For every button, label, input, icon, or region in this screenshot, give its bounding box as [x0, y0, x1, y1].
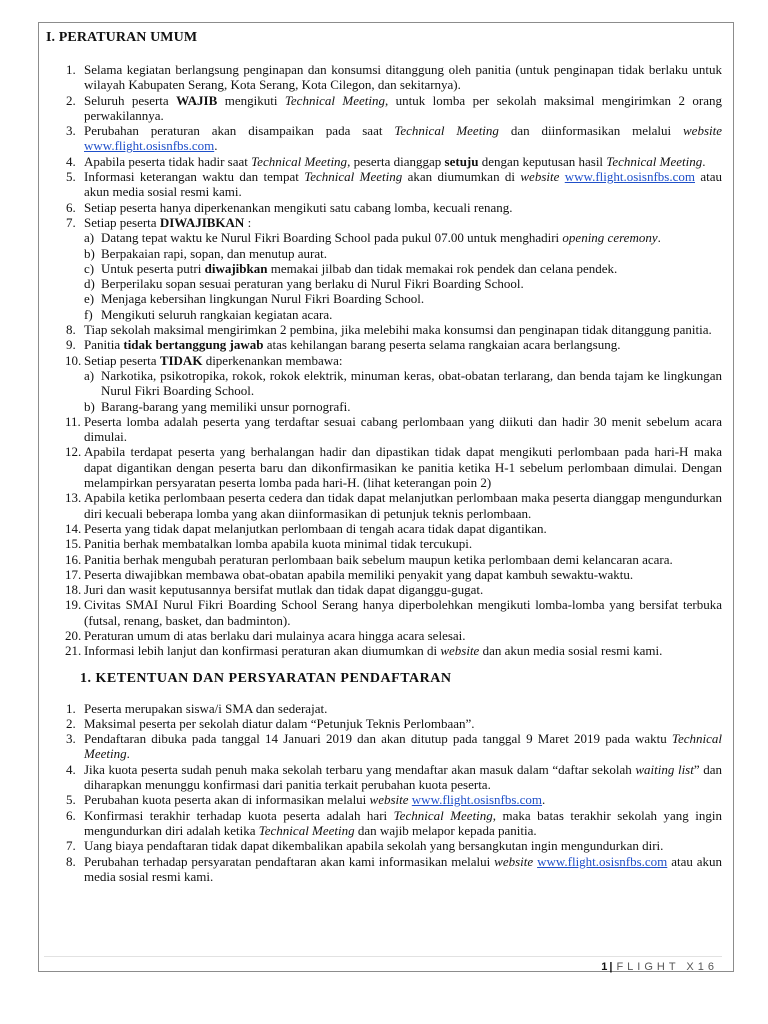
text-run: Informasi keterangan waktu dan tempat	[84, 169, 305, 185]
footer-brand: FLIGHT X16	[616, 961, 718, 973]
section-title-ketentuan-pendaftaran: 1. KETENTUAN DAN PERSYARATAN PENDAFTARAN	[80, 670, 452, 686]
item-body	[84, 322, 712, 337]
sub-item-body	[101, 261, 617, 276]
item-body	[84, 808, 722, 838]
item-number: 4.	[66, 153, 76, 169]
list-item	[46, 792, 722, 807]
item-body	[84, 628, 466, 643]
footer-separator: |	[609, 961, 613, 973]
sub-list-item	[84, 276, 722, 291]
item-body	[84, 643, 662, 658]
text-run: dengan keputusan hasil	[478, 153, 607, 169]
document-content	[46, 30, 722, 884]
item-text: Peserta yang tidak dapat melanjutkan perlombaan di tengah acara tidak dapat digantikan.	[84, 520, 547, 536]
item-text: Peserta merupakan siswa/i SMA dan sederajat.	[84, 700, 328, 716]
item-number: 4.	[66, 761, 76, 777]
list-item	[46, 123, 722, 154]
sub-item-letter: d)	[84, 276, 95, 292]
text-run: :	[244, 214, 252, 230]
item-body	[84, 716, 475, 731]
item-text: Peserta diwajibkan membawa obat-obatan apabila memiliki penyakit yang dapat kambuh sewaktu-waktu.	[84, 566, 634, 582]
sub-list-item	[84, 368, 722, 399]
item-number: 14.	[65, 520, 82, 536]
item-body	[84, 490, 722, 520]
italic-text: opening ceremony	[562, 230, 658, 246]
list-item	[46, 62, 722, 93]
page-footer	[44, 956, 722, 985]
item-number: 15.	[65, 536, 82, 552]
item-body	[84, 552, 673, 567]
sub-list-item	[84, 291, 722, 306]
list-item	[46, 536, 722, 551]
item-number: 6.	[66, 199, 76, 215]
item-text: Civitas SMAI Nurul Fikri Boarding School Serang hanya diperbolehkan mengikuti lomba-lomba yang bersifat terbuka (futsal, renang, basket, dan badminton).	[84, 597, 722, 628]
sub-item-letter: e)	[84, 291, 95, 307]
item-text: Panitia berhak membatalkan lomba apabila kuota minimal tidak tercukupi.	[84, 536, 473, 552]
italic-text: Technical Meeting	[84, 731, 722, 762]
bold-text: setuju	[444, 153, 479, 169]
item-body	[84, 353, 343, 368]
website-link[interactable]: www.flight.osisnfbs.com	[411, 792, 543, 808]
item-body	[84, 200, 512, 215]
italic-text: website	[683, 123, 723, 139]
list-item	[46, 643, 722, 658]
text-run: ” dan diharapkan menunggu konfirmasi dari panitia terkait perubahan kuota peserta.	[84, 761, 722, 793]
item-number: 7.	[66, 838, 76, 854]
item-body	[84, 169, 722, 199]
list-item	[46, 414, 722, 445]
item-body	[84, 444, 722, 490]
text-run: Seluruh peserta	[84, 92, 177, 108]
item-text: Berperilaku sopan sesuai peraturan yang berlaku di Nurul Fikri Boarding School.	[101, 276, 524, 292]
text-run: Panitia	[84, 337, 124, 353]
text-run: Jika kuota peserta sudah penuh maka sekolah terbaru yang mendaftar akan masuk dalam “daftar sekolah	[84, 761, 636, 777]
text-run: , maka batas terakhir sekolah yang ingin mengundurkan diri adalah ketika	[84, 807, 722, 838]
italic-text: Technical Meeting	[284, 92, 385, 108]
sub-item-body	[101, 307, 332, 322]
item-body	[84, 337, 620, 352]
list-item	[46, 567, 722, 582]
sub-item-body	[101, 368, 722, 398]
item-number: 16.	[65, 551, 82, 567]
sub-item-letter: f)	[84, 306, 93, 322]
sub-list	[84, 368, 722, 414]
item-text: Barang-barang yang memiliki unsur pornografi.	[101, 398, 351, 414]
item-number: 18.	[65, 582, 82, 598]
item-number: 3.	[66, 123, 76, 139]
page-number: 1	[601, 961, 608, 973]
item-body	[84, 854, 722, 884]
bold-text: tidak bertanggung jawab	[123, 337, 264, 353]
sub-list-item	[84, 230, 722, 245]
item-text: Mengikuti seluruh rangkaian kegiatan acara.	[101, 306, 333, 322]
item-number: 19.	[65, 597, 82, 613]
list-item	[46, 353, 722, 414]
list-item	[46, 701, 722, 716]
list-item	[46, 169, 722, 200]
item-text: Peraturan umum di atas berlaku dari mulainya acara hingga acara selesai.	[84, 627, 466, 643]
list-item	[46, 716, 722, 731]
text-run: .	[702, 153, 706, 169]
list-item	[46, 521, 722, 536]
item-body	[84, 414, 722, 444]
italic-text: website	[494, 853, 534, 869]
sub-item-letter: b)	[84, 398, 95, 414]
item-number: 2.	[66, 715, 76, 731]
item-body	[84, 154, 705, 169]
list-item	[46, 215, 722, 322]
italic-text: Technical Meeting	[251, 153, 348, 169]
text-run: mengikuti	[217, 92, 285, 108]
ketentuan-pendaftaran-list	[46, 701, 722, 885]
list-item	[46, 731, 722, 762]
list-item	[46, 854, 722, 885]
website-link[interactable]: www.flight.osisnfbs.com	[537, 853, 668, 869]
website-link[interactable]: www.flight.osisnfbs.com	[84, 138, 215, 154]
item-text: Apabila ketika perlombaan peserta cedera dan tidak dapat melanjutkan perlombaan maka peserta dianggap mengundurkan diri kecuali beberapa lomba yang akan diinformasikan di petunjuk teknis perlombaan.	[84, 490, 722, 521]
text-run: Konfirmasi terakhir terhadap kuota peserta adalah hari	[84, 807, 394, 823]
item-number: 5.	[66, 792, 76, 808]
item-text: Maksimal peserta per sekolah diatur dalam “Petunjuk Teknis Perlombaan”.	[84, 715, 475, 731]
text-run: memakai jilbab dan tidak memakai rok pendek dan celana pendek.	[267, 260, 618, 276]
item-number: 20.	[65, 627, 82, 643]
text-run: atau akun media sosial resmi kami.	[84, 853, 723, 884]
sub-item-letter: a)	[84, 367, 95, 383]
sub-item-letter: a)	[84, 230, 95, 246]
item-number: 12.	[65, 444, 82, 460]
item-body	[84, 62, 722, 92]
item-text: Narkotika, psikotropika, rokok, rokok elektrik, minuman keras, obat-obatan terlarang, dan benda tajam ke lingkungan Nurul Fikri Boarding School.	[101, 367, 722, 399]
item-text: Panitia berhak mengubah peraturan perlombaan baik sebelum maupun ketika perlombaan demi kelancaran acara.	[84, 551, 673, 567]
bold-text: diwajibkan	[204, 260, 268, 276]
item-text: Berpakaian rapi, sopan, dan menutup aurat.	[101, 245, 327, 261]
item-body	[84, 731, 722, 761]
item-body	[84, 701, 327, 716]
text-run: Untuk peserta putri	[101, 260, 205, 276]
peraturan-umum-list	[46, 62, 722, 659]
website-link[interactable]: www.flight.osisnfbs.com	[564, 169, 695, 185]
item-number: 3.	[66, 731, 76, 747]
text-run: Setiap peserta	[84, 214, 160, 230]
italic-text: Technical Meeting	[606, 153, 703, 169]
text-run: Informasi lebih lanjut dan konfirmasi peraturan akan diumumkan di	[84, 643, 441, 659]
text-run: , peserta dianggap	[347, 153, 445, 169]
sub-list-item	[84, 261, 722, 276]
text-run: diperkenankan membawa:	[202, 352, 343, 368]
bold-text: WAJIB	[176, 92, 218, 108]
text-run: Perubahan terhadap persyaratan pendaftaran akan kami informasikan melalui	[84, 853, 495, 869]
item-body	[84, 762, 722, 792]
sub-item-letter: c)	[84, 260, 95, 276]
text-run: Datang tepat waktu ke Nurul Fikri Boarding School pada pukul 07.00 untuk menghadiri	[101, 230, 563, 246]
item-body	[84, 93, 722, 123]
item-body	[84, 838, 663, 853]
italic-text: Technical Meeting	[304, 169, 403, 185]
text-run: Pendaftaran dibuka pada tanggal 14 Januari 2019 dan akan ditutup pada tanggal 9 Maret 2019 pada waktu	[84, 731, 672, 747]
item-body	[84, 567, 633, 582]
text-run: akan diumumkan di	[402, 169, 521, 185]
sub-item-body	[101, 230, 661, 245]
item-text: Peserta lomba adalah peserta yang terdaftar sesuai cabang perlombaan yang diikuti dan hadir 30 menit sebelum acara dimulai.	[84, 413, 722, 445]
item-body	[84, 521, 547, 536]
page-number-label	[601, 961, 718, 973]
text-run: .	[542, 792, 546, 808]
item-number: 1.	[66, 700, 76, 716]
sub-list-item	[84, 399, 722, 414]
item-body	[84, 215, 251, 230]
list-item	[46, 154, 722, 169]
italic-text: website	[440, 643, 480, 659]
sub-item-body	[101, 291, 424, 306]
item-number: 10.	[65, 352, 82, 368]
text-run: dan diinformasikan melalui	[498, 123, 684, 139]
text-run: , untuk lomba per sekolah maksimal mengirimkan 2 orang perwakilannya.	[84, 92, 722, 123]
item-text: Apabila terdapat peserta yang berhalangan hadir dan dipastikan tidak dapat mengikuti perlombaan pada hari-H maka dapat digantikan dengan peserta baru dan dikonfirmasikan ke panitia ketika H-1 sebelum perlombaan dimulai. Dengan melampirkan persyaratan peserta lomba pada hari-H. (lihat keterangan poin 2)	[84, 444, 722, 491]
item-number: 11.	[65, 413, 81, 429]
list-item	[46, 838, 722, 853]
item-number: 8.	[66, 322, 76, 338]
sub-item-body	[101, 399, 350, 414]
item-text: Juri dan wasit keputusannya bersifat mutlak dan tidak dapat diganggu-gugat.	[84, 582, 484, 598]
list-item	[46, 628, 722, 643]
item-text: Uang biaya pendaftaran tidak dapat dikembalikan apabila sekolah yang bersangkutan ingin mengundurkan diri.	[84, 838, 664, 854]
italic-text: website	[520, 169, 560, 185]
sub-item-body	[101, 276, 524, 291]
list-item	[46, 93, 722, 124]
item-number: 1.	[66, 62, 76, 77]
text-run: dan wajib melapor kepada panitia.	[354, 822, 537, 838]
list-item	[46, 490, 722, 521]
sub-item-body	[101, 246, 327, 261]
text-run: .	[126, 746, 130, 762]
item-number: 9.	[66, 337, 76, 353]
bold-text: DIWAJIBKAN	[159, 214, 245, 230]
text-run: .	[657, 230, 661, 246]
list-item	[46, 200, 722, 215]
list-item	[46, 337, 722, 352]
item-text: Menjaga kebersihan lingkungan Nurul Fikri Boarding School.	[101, 291, 425, 307]
list-item	[46, 808, 722, 839]
item-number: 2.	[66, 92, 76, 108]
sub-list-item	[84, 307, 722, 322]
list-item	[46, 597, 722, 628]
list-item	[46, 762, 722, 793]
text-run: Perubahan peraturan akan disampaikan pada saat	[84, 123, 395, 139]
text-run: .	[214, 138, 218, 154]
item-number: 13.	[65, 490, 82, 506]
item-body	[84, 597, 722, 627]
item-body	[84, 536, 472, 551]
item-body	[84, 123, 722, 153]
italic-text: Technical Meeting	[393, 807, 493, 823]
list-item	[46, 582, 722, 597]
item-body	[84, 582, 483, 597]
item-text: Tiap sekolah maksimal mengirimkan 2 pembina, jika melebihi maka konsumsi dan penginapan tidak ditanggung panitia.	[84, 322, 712, 338]
text-run: dan akun media sosial resmi kami.	[479, 643, 663, 659]
italic-text: Technical Meeting	[258, 822, 355, 838]
item-number: 21.	[65, 643, 82, 659]
text-run: Apabila peserta tidak hadir saat	[84, 153, 252, 169]
item-text: Selama kegiatan berlangsung penginapan dan konsumsi ditanggung oleh panitia (untuk penginapan tidak berlaku untuk wilayah Kabupaten Serang, Kota Serang, Kota Cilegon, dan sekitarnya).	[84, 62, 722, 93]
item-text: Setiap peserta hanya diperkenankan mengikuti satu cabang lomba, kecuali renang.	[84, 199, 513, 215]
item-number: 5.	[66, 169, 76, 185]
section-title-peraturan-umum: I. PERATURAN UMUM	[46, 30, 198, 45]
sub-list	[84, 230, 722, 322]
item-number: 6.	[66, 807, 76, 823]
item-number: 17.	[65, 566, 82, 582]
text-run: Perubahan kuota peserta akan di informasikan melalui	[84, 792, 370, 808]
item-number: 7.	[66, 214, 76, 230]
item-body	[84, 792, 545, 807]
item-number: 8.	[66, 853, 76, 869]
list-item	[46, 322, 722, 337]
italic-text: Technical Meeting	[394, 123, 499, 139]
bold-text: TIDAK	[159, 352, 203, 368]
sub-list-item	[84, 246, 722, 261]
text-run: Setiap peserta	[84, 352, 160, 368]
sub-item-letter: b)	[84, 245, 95, 261]
text-run: atau akun media sosial resmi kami.	[84, 169, 722, 200]
list-item	[46, 444, 722, 490]
text-run: atas kehilangan barang peserta selama rangkaian acara berlangsung.	[263, 337, 621, 353]
italic-text: waiting list	[635, 761, 694, 777]
list-item	[46, 552, 722, 567]
italic-text: website	[369, 792, 409, 808]
